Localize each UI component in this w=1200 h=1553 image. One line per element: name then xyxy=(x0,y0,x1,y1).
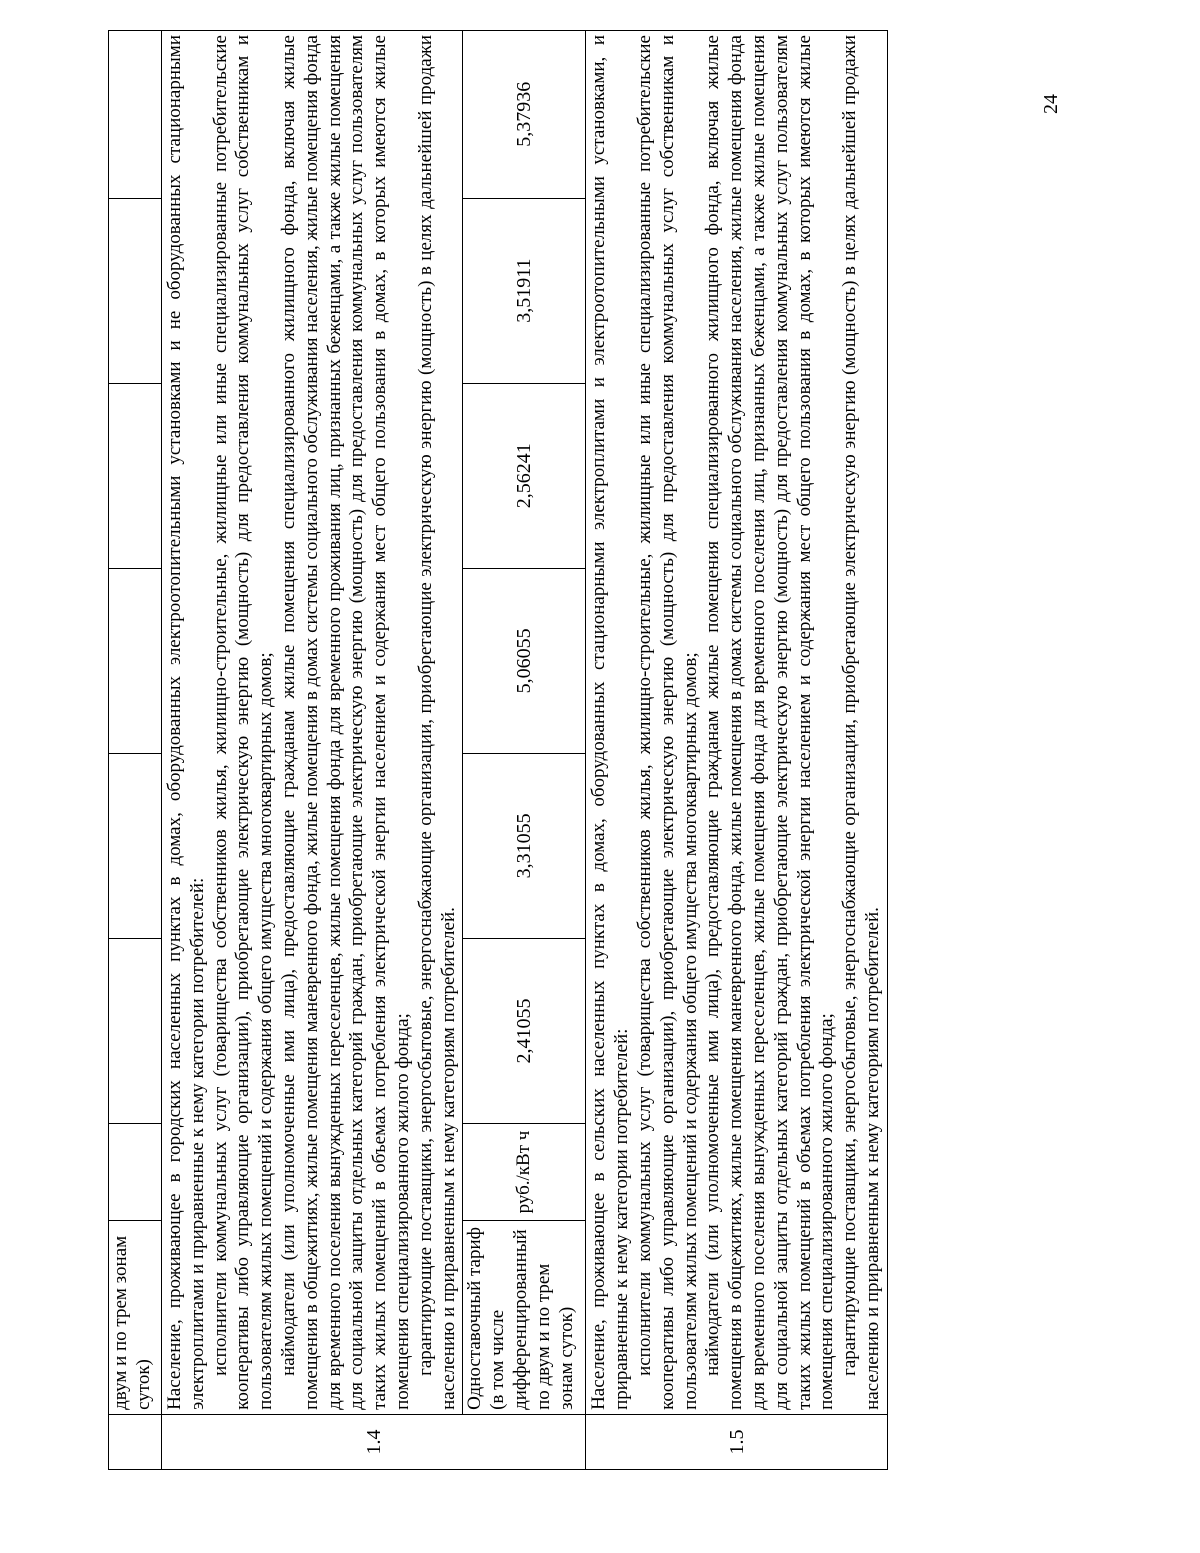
tariff-value: 5,06055 xyxy=(463,568,586,753)
paragraph: гарантирующие поставщики, энергосбытовые, энергоснабжающие организации, приобретающие электрическую энергию (мощность) в целях дальнейшей продажи населению и приравненным к нему категориям потребителей. xyxy=(839,35,883,1410)
tariff-value: 2,41055 xyxy=(463,938,586,1123)
page-number: 24 xyxy=(1040,94,1062,114)
row-label: двум и по трем зонам суток) xyxy=(109,1221,162,1415)
tariff-table xyxy=(108,30,888,1470)
table-row-previous xyxy=(109,31,162,1470)
paragraph: Население, проживающее в городских населенных пунктах в домах, оборудованных электроотопительными установками и не оборудованных стационарными электроплитами и приравненные к нему категории потребителей: xyxy=(164,35,208,1410)
value-cell xyxy=(109,938,162,1123)
value-cell xyxy=(109,31,162,199)
paragraph: наймодатели (или уполномоченные ими лица), предоставляющие гражданам жилые помещения специализированного жилищного фонда, включая жилые помещения в общежитиях, жилые помещения маневренного фонда, жилые помещения в домах системы социального обслуживания населения, жилые помещения фонда для временного поселения вынужденных переселенцев, жилые помещения фонда для временного проживания лиц, признанных беженцами, а также жилые помещения для социальной защиты отдельных категорий граждан, приобретающие электрическую энергию (мощность) для предоставления коммунальных услуг пользователям таких жилых помещений в объемах потребления электрической энергии населением и содержания мест общего пользования в домах, в которых имеются жилые помещения специализированного жилого фонда; xyxy=(277,35,413,1410)
table-row-section-1-5 xyxy=(586,31,887,1470)
paragraph: наймодатели (или уполномоченные ими лица), предоставляющие гражданам жилые помещения специализированного жилищного фонда, включая жилые помещения в общежитиях, жилые помещения маневренного фонда, жилые помещения в домах системы социального обслуживания населения, жилые помещения фонда для временного поселения вынужденных переселенцев, жилые помещения фонда для временного поселения лиц, признанных беженцами, а также жилые помещения для социальной защиты отдельных категорий граждан, приобретающие электрическую энергию (мощность) для предоставления коммунальных услуг пользователям таких жилых помещений в объемах потребления электрической энергии населением и содержания мест общего пользования в домах, в которых имеются жилые помещения специализированного жилого фонда; xyxy=(702,35,838,1410)
unit-label: руб./кВт ч xyxy=(463,1124,586,1221)
table-row-tariff xyxy=(463,31,586,1470)
tariff-label: Одноставочный тариф (в том числе дифференцированный по двум и по трем зонам суток) xyxy=(463,1221,586,1415)
number-cell xyxy=(109,1414,162,1469)
value-cell xyxy=(109,753,162,938)
tariff-value: 3,51911 xyxy=(463,198,586,383)
tariff-value: 5,37936 xyxy=(463,31,586,199)
row-number: 1.4 xyxy=(162,1414,586,1469)
value-cell xyxy=(109,568,162,753)
value-cell xyxy=(109,383,162,568)
section-description xyxy=(162,31,463,1415)
paragraph: Население, проживающее в сельских населенных пунктах в домах, оборудованных стационарными электроплитами и электроотопительными установками, и приравненные к нему категории потребителей: xyxy=(588,35,633,1410)
table-row-section-1-4 xyxy=(162,31,463,1470)
tariff-value: 3,31055 xyxy=(463,753,586,938)
value-cell xyxy=(109,198,162,383)
paragraph: исполнители коммунальных услуг (товарищества собственников жилья, жилищно-строительные, жилищные или иные специализированные потребительские кооперативы либо управляющие организации), приобретающие электрическую энергию (мощность) для предоставления коммунальных услуг собственникам и пользователям жилых помещений и содержания общего имущества многоквартирных домов; xyxy=(209,35,277,1410)
section-description xyxy=(586,31,887,1415)
row-number: 1.5 xyxy=(586,1414,887,1469)
paragraph: исполнители коммунальных услуг (товарищества собственников жилья, жилищно-строительные, жилищные или иные специализированные потребительские кооперативы либо управляющие организации), приобретающие электрическую энергию (мощность) для предоставления коммунальных услуг собственникам и пользователям жилых помещений и содержания общего имущества многоквартирных домов; xyxy=(633,35,701,1410)
paragraph: гарантирующие поставщики, энергосбытовые, энергоснабжающие организации, приобретающие электрическую энергию (мощность) в целях дальнейшей продажи населению и приравненным к нему категориям потребителей. xyxy=(414,35,459,1410)
rotated-page-content xyxy=(108,30,988,1470)
unit-cell xyxy=(109,1124,162,1221)
tariff-value: 2,56241 xyxy=(463,383,586,568)
